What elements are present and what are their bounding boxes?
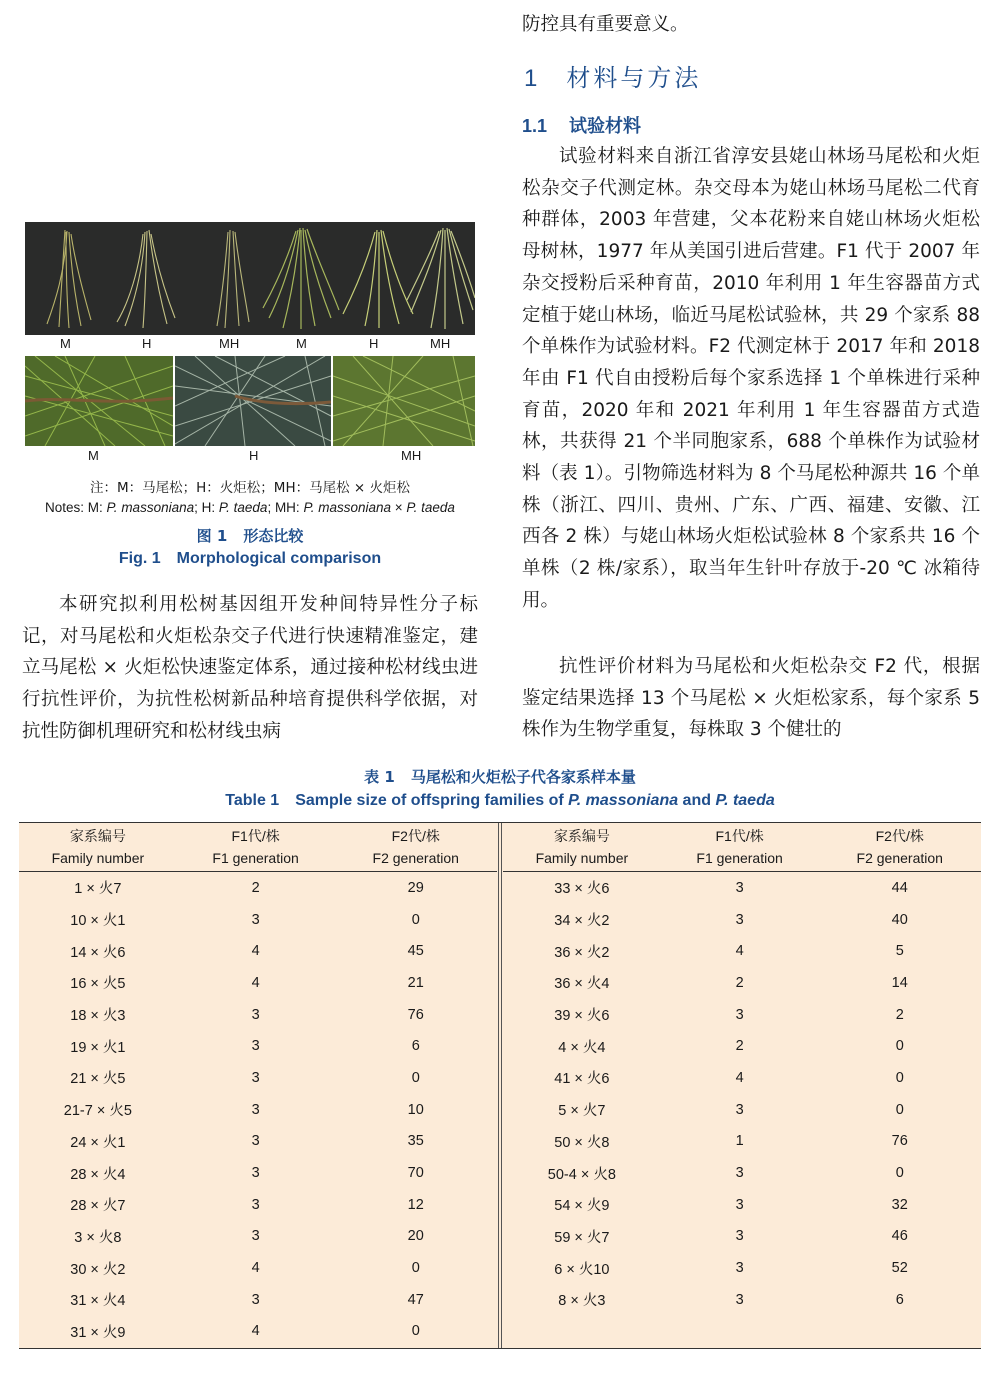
figure-row2-labels xyxy=(25,448,475,468)
cell-family: 50-4 × 火8 xyxy=(547,1166,616,1183)
cell-f2: 76 xyxy=(407,1006,424,1023)
needle-bundles-image xyxy=(25,222,475,335)
label-mh-3: MH xyxy=(401,448,422,463)
cell-f1: 3 xyxy=(251,1069,260,1086)
label-h-3: H xyxy=(249,448,259,463)
cell-family: 34 × 火2 xyxy=(554,913,610,930)
header-family: 家系编号 Family number xyxy=(503,823,661,872)
continued-paragraph: 防控具有重要意义。 xyxy=(522,14,689,35)
cell-f1: 2 xyxy=(735,1038,744,1055)
cell-f1: 4 xyxy=(251,943,260,960)
table-row xyxy=(19,1316,497,1348)
needle-comparison-photo xyxy=(25,222,475,335)
cell-f2: 46 xyxy=(891,1228,908,1245)
cell-f1: 3 xyxy=(735,879,744,896)
cell-family: 19 × 火1 xyxy=(70,1039,126,1056)
cell-f2: 2 xyxy=(895,1006,904,1023)
table-row xyxy=(19,1030,497,1062)
table-row xyxy=(19,1284,497,1316)
cell-f1: 3 xyxy=(735,1260,744,1277)
cell-f1: 3 xyxy=(251,1038,260,1055)
table-row xyxy=(19,1189,497,1221)
cell-f1: 4 xyxy=(735,1069,744,1086)
cell-f2: 44 xyxy=(891,879,908,896)
cell-family: 5 × 火7 xyxy=(558,1103,606,1120)
table-divider xyxy=(498,823,499,1348)
cell-family: 6 × 火10 xyxy=(554,1261,610,1278)
cell-family: 30 × 火2 xyxy=(70,1261,126,1278)
table-row xyxy=(503,999,981,1031)
cell-family: 54 × 火9 xyxy=(554,1198,610,1215)
cell-f1: 4 xyxy=(251,974,260,991)
table-row xyxy=(503,1189,981,1221)
cell-family: 36 × 火4 xyxy=(554,976,610,993)
header-f2: F2代/株 F2 generation xyxy=(334,823,497,872)
cell-family: 14 × 火6 xyxy=(70,944,126,961)
table-left-half xyxy=(19,823,497,1348)
table-row xyxy=(19,999,497,1031)
cell-family: 50 × 火8 xyxy=(554,1134,610,1151)
photo-h-branch xyxy=(175,356,331,446)
cell-f1: 4 xyxy=(735,943,744,960)
table-row xyxy=(19,935,497,967)
table-header-row xyxy=(503,823,981,872)
table-row xyxy=(19,1252,497,1284)
table-row xyxy=(503,1252,981,1284)
cell-f2: 5 xyxy=(895,943,904,960)
table-right-half xyxy=(503,823,981,1348)
cell-f2: 6 xyxy=(895,1291,904,1308)
cell-f1: 3 xyxy=(735,1101,744,1118)
cell-f2: 76 xyxy=(891,1133,908,1150)
cell-f2: 20 xyxy=(407,1228,424,1245)
cell-f2: 45 xyxy=(407,943,424,960)
cell-f1: 3 xyxy=(735,1291,744,1308)
cell-f2: 0 xyxy=(411,1323,420,1340)
cell-family: 18 × 火3 xyxy=(70,1008,126,1025)
table-row xyxy=(503,1094,981,1126)
label-mh-2: MH xyxy=(430,336,451,351)
figure-note-cn: 注：M：马尾松；H：火炬松；MH：马尾松 × 火炬松 xyxy=(90,480,410,496)
cell-f2: 14 xyxy=(891,974,908,991)
table-row xyxy=(19,967,497,999)
cell-family: 3 × 火8 xyxy=(74,1229,122,1246)
table-row xyxy=(503,904,981,936)
table-caption-en: Table 1 Sample size of offspring families of P. massoniana and P. taeda xyxy=(225,792,775,809)
cell-f1: 3 xyxy=(735,1228,744,1245)
label-m-1: M xyxy=(60,336,71,351)
table-right-body xyxy=(503,872,981,1316)
cell-family: 21-7 × 火5 xyxy=(63,1103,132,1120)
cell-f2: 0 xyxy=(895,1165,904,1182)
cell-f2: 12 xyxy=(407,1196,424,1213)
section-heading: 1 材料与方法 xyxy=(524,64,702,92)
cell-f1: 3 xyxy=(251,1291,260,1308)
cell-family: 21 × 火5 xyxy=(70,1071,126,1088)
cell-family: 31 × 火4 xyxy=(70,1293,126,1310)
cell-f2: 32 xyxy=(891,1196,908,1213)
cell-f2: 70 xyxy=(407,1165,424,1182)
table-row xyxy=(19,1126,497,1158)
cell-f1: 3 xyxy=(251,1228,260,1245)
cell-f1: 3 xyxy=(251,1101,260,1118)
table-row xyxy=(19,904,497,936)
left-column-text xyxy=(22,589,478,748)
label-m-3: M xyxy=(88,448,99,463)
cell-f1: 4 xyxy=(251,1323,260,1340)
cell-family: 4 × 火4 xyxy=(558,1039,606,1056)
cell-f1: 3 xyxy=(251,1196,260,1213)
cell-family: 8 × 火3 xyxy=(558,1293,606,1310)
header-f1: F1代/株 F1 generation xyxy=(661,823,819,872)
header-f2: F2代/株 F2 generation xyxy=(818,823,981,872)
label-h-2: H xyxy=(369,336,379,351)
cell-family: 24 × 火1 xyxy=(70,1134,126,1151)
cell-family: 28 × 火4 xyxy=(70,1166,126,1183)
cell-f2: 0 xyxy=(411,1069,420,1086)
sample-size-table xyxy=(19,822,981,1349)
header-f1: F1代/株 F1 generation xyxy=(177,823,335,872)
cell-f2: 40 xyxy=(891,911,908,928)
cell-f2: 29 xyxy=(407,879,424,896)
subsection-heading: 1.1 试验材料 xyxy=(522,116,642,137)
table-divider-2 xyxy=(501,823,502,1348)
cell-family: 28 × 火7 xyxy=(70,1198,126,1215)
table-row xyxy=(19,1157,497,1189)
table-row xyxy=(503,1030,981,1062)
table-header-row xyxy=(19,823,497,872)
label-mh-1: MH xyxy=(219,336,240,351)
cell-f2: 6 xyxy=(411,1038,420,1055)
cell-family: 41 × 火6 xyxy=(554,1071,610,1088)
cell-f2: 0 xyxy=(411,911,420,928)
table-row xyxy=(19,872,497,904)
table-left-body xyxy=(19,872,497,1348)
table-row xyxy=(503,1284,981,1316)
table-caption-cn: 表 1 马尾松和火炬松子代各家系样本量 xyxy=(364,768,636,786)
table-row xyxy=(503,872,981,904)
cell-f1: 1 xyxy=(735,1133,744,1150)
table-row xyxy=(19,1221,497,1253)
photo-mh-branch xyxy=(333,356,475,446)
table-row xyxy=(19,1094,497,1126)
table-row xyxy=(503,1126,981,1158)
cell-family: 16 × 火5 xyxy=(70,976,126,993)
cell-f1: 3 xyxy=(251,1165,260,1182)
cell-f1: 2 xyxy=(735,974,744,991)
label-h-1: H xyxy=(142,336,152,351)
cell-f1: 2 xyxy=(251,879,260,896)
cell-f2: 47 xyxy=(407,1291,424,1308)
label-m-2: M xyxy=(296,336,307,351)
cell-f2: 0 xyxy=(895,1038,904,1055)
photo-m-branch xyxy=(25,356,173,446)
cell-f2: 21 xyxy=(407,974,424,991)
header-family: 家系编号 Family number xyxy=(19,823,177,872)
cell-f1: 4 xyxy=(251,1260,260,1277)
cell-f2: 0 xyxy=(411,1260,420,1277)
table-row xyxy=(503,1157,981,1189)
cell-family: 36 × 火2 xyxy=(554,944,610,961)
resistance-paragraph: 抗性评价材料为马尾松和火炬松杂交 F2 代，根据鉴定结果选择 13 个马尾松 × 火炬松家系，每个家系 5 株作为生物学重复，每株取 3 个健壮的 xyxy=(522,656,980,741)
cell-family: 31 × 火9 xyxy=(70,1324,126,1341)
branch-photos xyxy=(25,356,475,446)
cell-family: 33 × 火6 xyxy=(554,881,610,898)
intro-paragraph: 本研究拟利用松树基因组开发种间特异性分子标记，对马尾松和火炬松杂交子代进行快速精准鉴定，建立马尾松 × 火炬松快速鉴定体系，通过接种松材线虫进行抗性评价，为抗性松树新品种培育提供科学依据，对抗性防御机理研究和松材线虫病 xyxy=(22,594,478,742)
cell-family: 10 × 火1 xyxy=(70,913,126,930)
table-row xyxy=(503,967,981,999)
figure-caption-en: Fig. 1 Morphological comparison xyxy=(118,550,382,567)
cell-family: 59 × 火7 xyxy=(554,1229,610,1246)
cell-f1: 3 xyxy=(735,1165,744,1182)
cell-f1: 3 xyxy=(251,911,260,928)
table-row xyxy=(503,935,981,967)
cell-f2: 10 xyxy=(407,1101,424,1118)
cell-f1: 3 xyxy=(251,1006,260,1023)
cell-f2: 0 xyxy=(895,1101,904,1118)
table-row xyxy=(19,1062,497,1094)
materials-paragraph: 试验材料来自浙江省淳安县姥山林场马尾松和火炬松杂交子代测定林。杂交母本为姥山林场马尾松二代育种群体，2003 年营建，父本花粉来自姥山林场火炬松母树林，1977 年从美国引进后营建。F1 代于 2007 年杂交授粉后采种育苗，2010 年利用 1 年生容器苗方式定植于姥山林场，临近马尾松试验林，共 29 个家系 88 个单株作为试验材料。F2 代测定林于 2017 年和 2018 年由 F1 代自由授粉后每个家系选择 1 个单株进行采种育苗，2020 年和 2021 年利用 1 年生容器苗方式造林，共获得 21 个半同胞家系，688 个单株作为试验材料（表 1）。引物筛选材料为 8 个马尾松种源共 16 个单株（浙江、四川、贵州、广东、广西、福建、安徽、江西各 2 株）与姥山林场火炬松试验林 8 个家系共 16 个单株（2 株/家系），取当年生针叶存放于-20 ℃ 冰箱待用。 xyxy=(522,146,980,611)
cell-f2: 52 xyxy=(891,1260,908,1277)
cell-family: 1 × 火7 xyxy=(74,881,122,898)
figure-caption-cn: 图 1 形态比较 xyxy=(196,527,304,545)
figure-note-en: Notes: M: P. massoniana; H: P. taeda; MH: P. massoniana × P. taeda xyxy=(45,500,455,515)
cell-f1: 3 xyxy=(251,1133,260,1150)
cell-f1: 3 xyxy=(735,1006,744,1023)
figure-row1-labels xyxy=(25,336,475,356)
cell-f2: 35 xyxy=(407,1133,424,1150)
table-row xyxy=(503,1221,981,1253)
cell-f1: 3 xyxy=(735,911,744,928)
cell-f2: 0 xyxy=(895,1069,904,1086)
cell-f1: 3 xyxy=(735,1196,744,1213)
table-row xyxy=(503,1062,981,1094)
cell-family: 39 × 火6 xyxy=(554,1008,610,1025)
